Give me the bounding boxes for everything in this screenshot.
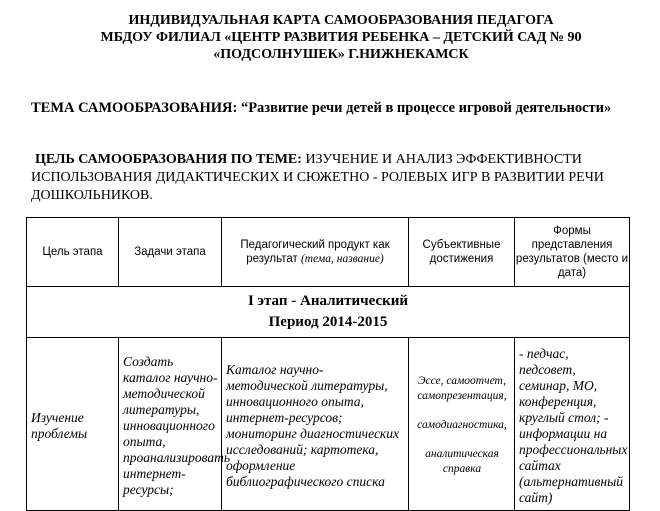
theme-value: “Развитие речи детей в процессе игровой деятельности»: [240, 100, 612, 116]
achievement-item: Эссе, самоотчет, самопрезентация,: [417, 374, 507, 402]
stage-period: Период 2014-2015: [268, 314, 388, 330]
cell-result-forms: [515, 338, 630, 511]
stage-row: [27, 287, 630, 338]
document-header: [0, 12, 660, 63]
goal-section: [31, 151, 641, 205]
stage-name: I этап - Аналитический: [247, 293, 409, 309]
header-stage-tasks: Задачи этапа: [119, 218, 222, 287]
stage-cell: [27, 287, 630, 338]
cell-achievements: [409, 338, 515, 511]
header-achievements: Субъективные достижения: [409, 218, 515, 287]
cell-product: [222, 338, 409, 511]
cell-product-text: Каталог научно-методической литературы, инновационного опыта, интернет-ресурсов; мониторинг диагностических исследований; картотека, оформление библиографического списка: [226, 361, 399, 489]
table-row: [27, 338, 630, 511]
header-product-main: Педагогический продукт как результат: [240, 239, 390, 265]
cell-result-forms-text: - педчас, педсовет, семинар, МО, конференция, круглый стол; - информации на профессиональных сайтах (альтернативный сайт): [519, 345, 628, 505]
cell-achievements-list: [409, 372, 514, 477]
header-line-2: МБДОУ ФИЛИАЛ «ЦЕНТР РАЗВИТИЯ РЕБЕНКА – ДЕТСКИЙ САД № 90: [100, 30, 582, 45]
header-line-1: ИНДИВИДУАЛЬНАЯ КАРТА САМООБРАЗОВАНИЯ ПЕДАГОГА: [128, 13, 554, 28]
cell-goal: [27, 338, 119, 511]
header-line-3: «ПОДСОЛНУШЕК» Г.НИЖНЕКАМСК: [213, 47, 469, 62]
theme-label: ТЕМА САМООБРАЗОВАНИЯ:: [31, 100, 238, 116]
header-product-italic: (тема, название): [300, 253, 384, 265]
goal-label: ЦЕЛЬ САМООБРАЗОВАНИЯ ПО ТЕМЕ:: [35, 152, 302, 167]
plan-table: [26, 217, 630, 511]
theme-section: [31, 98, 631, 118]
achievement-item: самодиагностика,: [417, 418, 507, 431]
header-product: [222, 218, 409, 287]
header-result-forms: Формы представления результатов (место и дата): [515, 218, 630, 287]
cell-goal-text: Изучение проблемы: [31, 409, 88, 441]
cell-tasks: [119, 338, 231, 511]
table-header-row: [27, 218, 630, 287]
header-stage-goal: Цель этапа: [27, 218, 119, 287]
cell-tasks-text: Создать каталог научно-методической литературы, инновационного опыта, проанализировать интернет-ресурсы;: [123, 353, 231, 497]
achievement-item: аналитическая справка: [425, 447, 499, 475]
goal-value: ИЗУЧЕНИЕ И АНАЛИЗ ЭФФЕКТИВНОСТИ ИСПОЛЬЗОВАНИЯ ДИДАКТИЧЕСКИХ И СЮЖЕТНО - РОЛЕВЫХ ИГР В РАЗВИТИИ РЕЧИ ДОШКОЛЬНИКОВ.: [31, 152, 604, 203]
